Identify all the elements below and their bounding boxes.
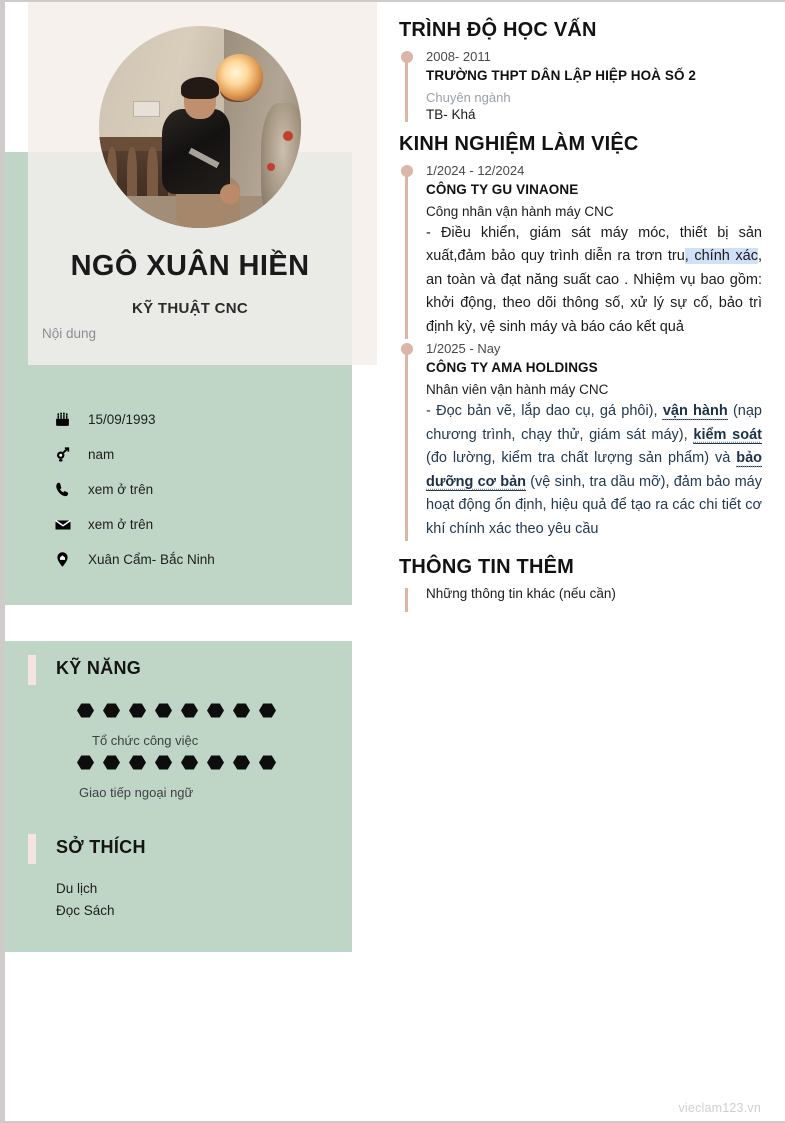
location-pin-icon (54, 551, 78, 568)
footer-watermark: vieclam123.vn (678, 1101, 761, 1115)
education-major-label: Chuyên ngành (426, 90, 511, 105)
experience-section-title: KINH NGHIỆM LÀM VIỆC (399, 133, 639, 155)
main-column (399, 18, 762, 601)
skill-dot (233, 703, 250, 718)
contact-row-birthday (54, 402, 344, 437)
hobby-item-1: Đọc Sách (56, 903, 115, 918)
candidate-job-title: KỸ THUẬT CNC (131, 300, 249, 317)
contact-value-email: xem ở trên (88, 517, 154, 532)
skill-label-0: Tổ chức công việc (92, 733, 199, 748)
contact-list (54, 402, 344, 577)
timeline-dot (401, 343, 413, 355)
experience-desc-part-1: - Điều khiển, giám sát máy móc, thiết bị sản xuất,đảm bảo quy trình diễn ra trơn tru (426, 225, 762, 265)
skill-dot (259, 703, 276, 718)
experience-desc-keyword-1: vận hành (662, 403, 728, 420)
contact-value-birthday: 15/09/1993 (88, 412, 156, 427)
hobby-item-0: Du lịch (56, 881, 98, 896)
experience-entry-0 (399, 163, 762, 339)
timeline-bar (405, 588, 408, 612)
experience-company: CÔNG TY GU VINAONE (426, 182, 579, 197)
gender-icon (54, 446, 78, 463)
timeline-dot (401, 51, 413, 63)
hobbies-accent-bar (28, 834, 36, 864)
education-grade: TB- Khá (426, 107, 476, 122)
contact-value-gender: nam (88, 447, 115, 462)
experience-entry-1 (399, 341, 762, 541)
education-entry (399, 49, 762, 122)
phone-icon (54, 481, 78, 498)
timeline-line (405, 55, 408, 122)
timeline-dot (401, 165, 413, 177)
experience-company: CÔNG TY AMA HOLDINGS (426, 360, 598, 376)
candidate-tagline: Nội dung (42, 326, 97, 341)
contact-row-phone (54, 472, 344, 507)
education-section-title: TRÌNH ĐỘ HỌC VẤN (399, 19, 597, 41)
skill-dot (259, 755, 276, 770)
skill-dot (181, 755, 198, 770)
birthday-cake-icon (54, 411, 78, 428)
experience-desc-seg-3: (đo lường, kiểm tra chất lượng sản phẩm) và (426, 450, 737, 467)
experience-description (426, 222, 762, 339)
profile-photo (99, 26, 301, 228)
experience-role: Nhân viên vận hành máy CNC (426, 382, 609, 398)
experience-desc-part-2: , an toàn và đạt năng suất cao . Nhiệm vụ bao gồm: khởi động, theo dõi thông số, xử lý sự cố, bảo trì định kỳ, vệ sinh máy và báo cáo kết quả (426, 248, 762, 335)
experience-desc-selected-text: , chính xác (684, 248, 758, 265)
skill-dot (207, 703, 224, 718)
skill-dot (103, 703, 120, 718)
skill-rating-row-1 (77, 755, 276, 770)
education-date: 2008- 2011 (426, 49, 491, 64)
skill-dot (103, 755, 120, 770)
skill-rating-row-0 (77, 703, 276, 718)
skill-dot (77, 703, 94, 718)
hobbies-section-title: SỞ THÍCH (56, 837, 146, 857)
skill-dot (207, 755, 224, 770)
additional-section-title: THÔNG TIN THÊM (399, 556, 575, 579)
skill-dot (129, 755, 146, 770)
experience-desc-keyword-2: kiểm soát (693, 426, 762, 443)
additional-entry (399, 586, 762, 601)
envelope-icon (54, 516, 78, 534)
education-school: TRƯỜNG THPT DÂN LẬP HIỆP HOÀ SỐ 2 (426, 68, 697, 83)
experience-date: 1/2024 - 12/2024 (426, 163, 525, 178)
skill-dot (77, 755, 94, 770)
contact-row-address (54, 542, 344, 577)
timeline-line (405, 347, 408, 541)
experience-desc-seg-2: (nạp chương trình, chạy thử, giám sát máy), (426, 403, 762, 443)
candidate-name: NGÔ XUÂN HIỀN (70, 250, 310, 282)
experience-date: 1/2025 - Nay (426, 341, 501, 357)
additional-text: Những thông tin khác (nếu cần) (426, 586, 616, 602)
contact-row-email (54, 507, 344, 542)
experience-description (426, 400, 762, 541)
skills-accent-bar (28, 655, 36, 685)
skill-dot (233, 755, 250, 770)
experience-desc-seg-1: - Đọc bản vẽ, lắp dao cụ, gá phôi), (426, 403, 663, 420)
skill-dot (129, 703, 146, 718)
experience-desc-seg-4: (vệ sinh, tra dầu mỡ), đảm bảo máy hoạt động ổn định, hiệu quả để tạo ra các chi tiết cơ khí chính xác theo yêu cầu (426, 473, 762, 537)
skill-label-1: Giao tiếp ngoại ngữ (79, 785, 194, 800)
contact-value-phone: xem ở trên (88, 482, 154, 497)
timeline-line (405, 169, 408, 339)
experience-role: Công nhân vận hành máy CNC (426, 204, 614, 219)
skill-dot (181, 703, 198, 718)
experience-desc-keyword-3: bảo dưỡng cơ bản (426, 450, 762, 490)
contact-value-address: Xuân Cẩm- Bắc Ninh (88, 552, 215, 567)
skills-section-title: KỸ NĂNG (56, 658, 142, 678)
skill-dot (155, 755, 172, 770)
contact-row-gender (54, 437, 344, 472)
skill-dot (155, 703, 172, 718)
